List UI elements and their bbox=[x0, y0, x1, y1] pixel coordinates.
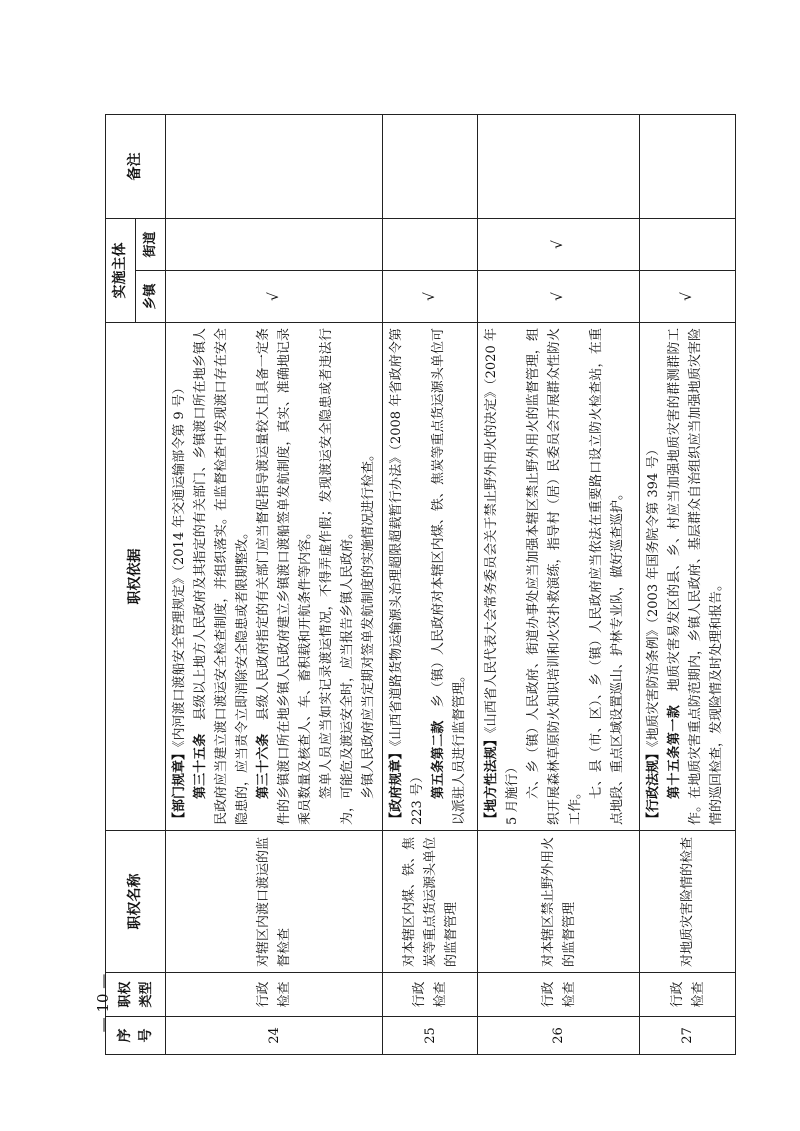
street-check bbox=[166, 219, 383, 271]
basis-text: 乡镇人民政府应当定期对签单发航制度的实施情况进行检查。 bbox=[361, 447, 376, 799]
authority-table bbox=[105, 114, 736, 1055]
street-check bbox=[640, 219, 736, 271]
basis-paragraph bbox=[523, 328, 586, 825]
table-row bbox=[640, 115, 736, 1055]
header-basis: 职权依据 bbox=[106, 323, 166, 831]
basis-paragraph bbox=[169, 328, 190, 825]
basis-paragraph bbox=[643, 328, 664, 825]
township-check: √ bbox=[166, 271, 383, 323]
basis-text: 《内河渡口渡船安全管理规定》（2014 年交通运输部令第 9 号） bbox=[172, 381, 187, 747]
row-name: 对本辖区内煤、铁、焦炭等重点货运源头单位的监督管理 bbox=[383, 831, 478, 973]
rotated-page-content bbox=[105, 115, 724, 1055]
row-name: 对辖区内渡口渡运的监督检查 bbox=[166, 831, 383, 973]
row-basis bbox=[383, 323, 478, 831]
basis-article: 第五条第二款 bbox=[431, 720, 446, 799]
basis-text: 地质灾害易发区的县、乡、村应当加强地质灾害的群测群防工作。在地质灾害重点防范期内，乡镇人民政府、基层群众自治组织应当加强地质灾害险情的巡回检查，发现险情及时处理和报告。 bbox=[667, 328, 724, 825]
row-no: 26 bbox=[478, 1017, 640, 1055]
basis-text: 《地质灾害防治条例》（2003 年国务院令第 394 号） bbox=[646, 442, 661, 747]
basis-text: 七、县（市、区）、乡（镇）人民政府应当依法在重要路口设立防火检查站，在重点地段、重点区域设置巡山、护林专业队，做好巡查巡护。 bbox=[589, 328, 625, 825]
township-check: √ bbox=[383, 271, 478, 323]
township-check: √ bbox=[640, 271, 736, 323]
row-remark bbox=[640, 115, 736, 219]
basis-paragraph bbox=[664, 328, 727, 825]
basis-text: 《山西省道路货物运输源头治理超限超载暂行办法》（2008 年省政府令第 223 号） bbox=[389, 328, 425, 825]
row-name: 对地质灾害险情的检查 bbox=[640, 831, 736, 973]
basis-paragraph bbox=[253, 328, 316, 825]
basis-source-label: 【行政法规】 bbox=[646, 746, 661, 825]
row-no: 27 bbox=[640, 1017, 736, 1055]
table-row bbox=[478, 115, 640, 1055]
row-remark bbox=[383, 115, 478, 219]
row-type: 行政检查 bbox=[383, 973, 478, 1017]
basis-source-label: 【地方性法规】 bbox=[484, 733, 499, 825]
basis-source-label: 【部门规章】 bbox=[172, 746, 187, 825]
row-remark bbox=[166, 115, 383, 219]
header-street: 街道 bbox=[136, 219, 166, 271]
header-subject: 实施主体 bbox=[106, 219, 136, 323]
table-row bbox=[383, 115, 478, 1055]
row-name: 对本辖区禁止野外用火的监督管理 bbox=[478, 831, 640, 973]
street-check: √ bbox=[478, 219, 640, 271]
header-no: 序号 bbox=[106, 1017, 166, 1055]
table-row bbox=[166, 115, 383, 1055]
row-remark bbox=[478, 115, 640, 219]
basis-text: 六、乡（镇）人民政府、街道办事处应当加强本辖区禁止野外用火的监督管理，组织开展森林草原防火知识培训和火灾扑救演练，指导村（居）民委员会开展群众性防火工作。 bbox=[526, 328, 583, 825]
row-basis bbox=[166, 323, 383, 831]
row-type: 行政检查 bbox=[166, 973, 383, 1017]
table-body bbox=[166, 115, 736, 1055]
basis-source-label: 【政府规章】 bbox=[389, 746, 404, 825]
basis-paragraph bbox=[316, 328, 358, 825]
basis-article: 第三十五条 bbox=[193, 733, 208, 799]
basis-paragraph bbox=[481, 328, 523, 825]
row-basis bbox=[478, 323, 640, 831]
basis-paragraph bbox=[386, 328, 428, 825]
header-remark: 备注 bbox=[106, 115, 166, 219]
page-number: — 10 — bbox=[94, 973, 112, 1033]
basis-paragraph bbox=[428, 328, 470, 825]
header-name: 职权名称 bbox=[106, 831, 166, 973]
header-township: 乡镇 bbox=[136, 271, 166, 323]
basis-text: 签单人员应当如实记录渡运情况，不得弄虚作假；发现渡运安全隐患或者违法行为，可能危及渡运安全时，应当报告乡镇人民政府。 bbox=[319, 328, 355, 825]
township-check: √ bbox=[478, 271, 640, 323]
basis-text: 《山西省人民代表大会常务委员会关于禁止野外用火的决定》（2020 年 5 月施行） bbox=[484, 328, 520, 825]
basis-text: 县级人民政府指定的有关部门应当督促指导渡运量较大且具备一定条件的乡镇渡口所在地乡镇人民政府建立乡镇渡口渡船签单发航制度，真实、准确地记录乘员数量及核查人、车、畜积载和开航条件等内容。 bbox=[256, 328, 313, 825]
basis-article: 第三十六条 bbox=[256, 733, 271, 799]
row-type: 行政检查 bbox=[640, 973, 736, 1017]
header-type: 职权类型 bbox=[106, 973, 166, 1017]
basis-paragraph bbox=[586, 328, 628, 825]
basis-article: 第十五条第一款 bbox=[667, 704, 682, 799]
row-basis bbox=[640, 323, 736, 831]
basis-text: 县级以上地方人民政府及其指定的有关部门、乡镇渡口所在地乡镇人民政府应当建立渡口渡运安全检查制度，并组织落实。在监督检查中发现渡口存在安全隐患的，应当责令立即消除安全隐患或者限期整改。 bbox=[193, 328, 250, 825]
basis-paragraph bbox=[358, 328, 379, 825]
row-no: 24 bbox=[166, 1017, 383, 1055]
row-no: 25 bbox=[383, 1017, 478, 1055]
basis-paragraph bbox=[190, 328, 253, 825]
street-check bbox=[383, 219, 478, 271]
row-type: 行政检查 bbox=[478, 973, 640, 1017]
basis-text: 乡（镇）人民政府对本辖区内煤、铁、焦炭等重点货运源头单位可以派驻人员进行监督管理。 bbox=[431, 328, 467, 825]
